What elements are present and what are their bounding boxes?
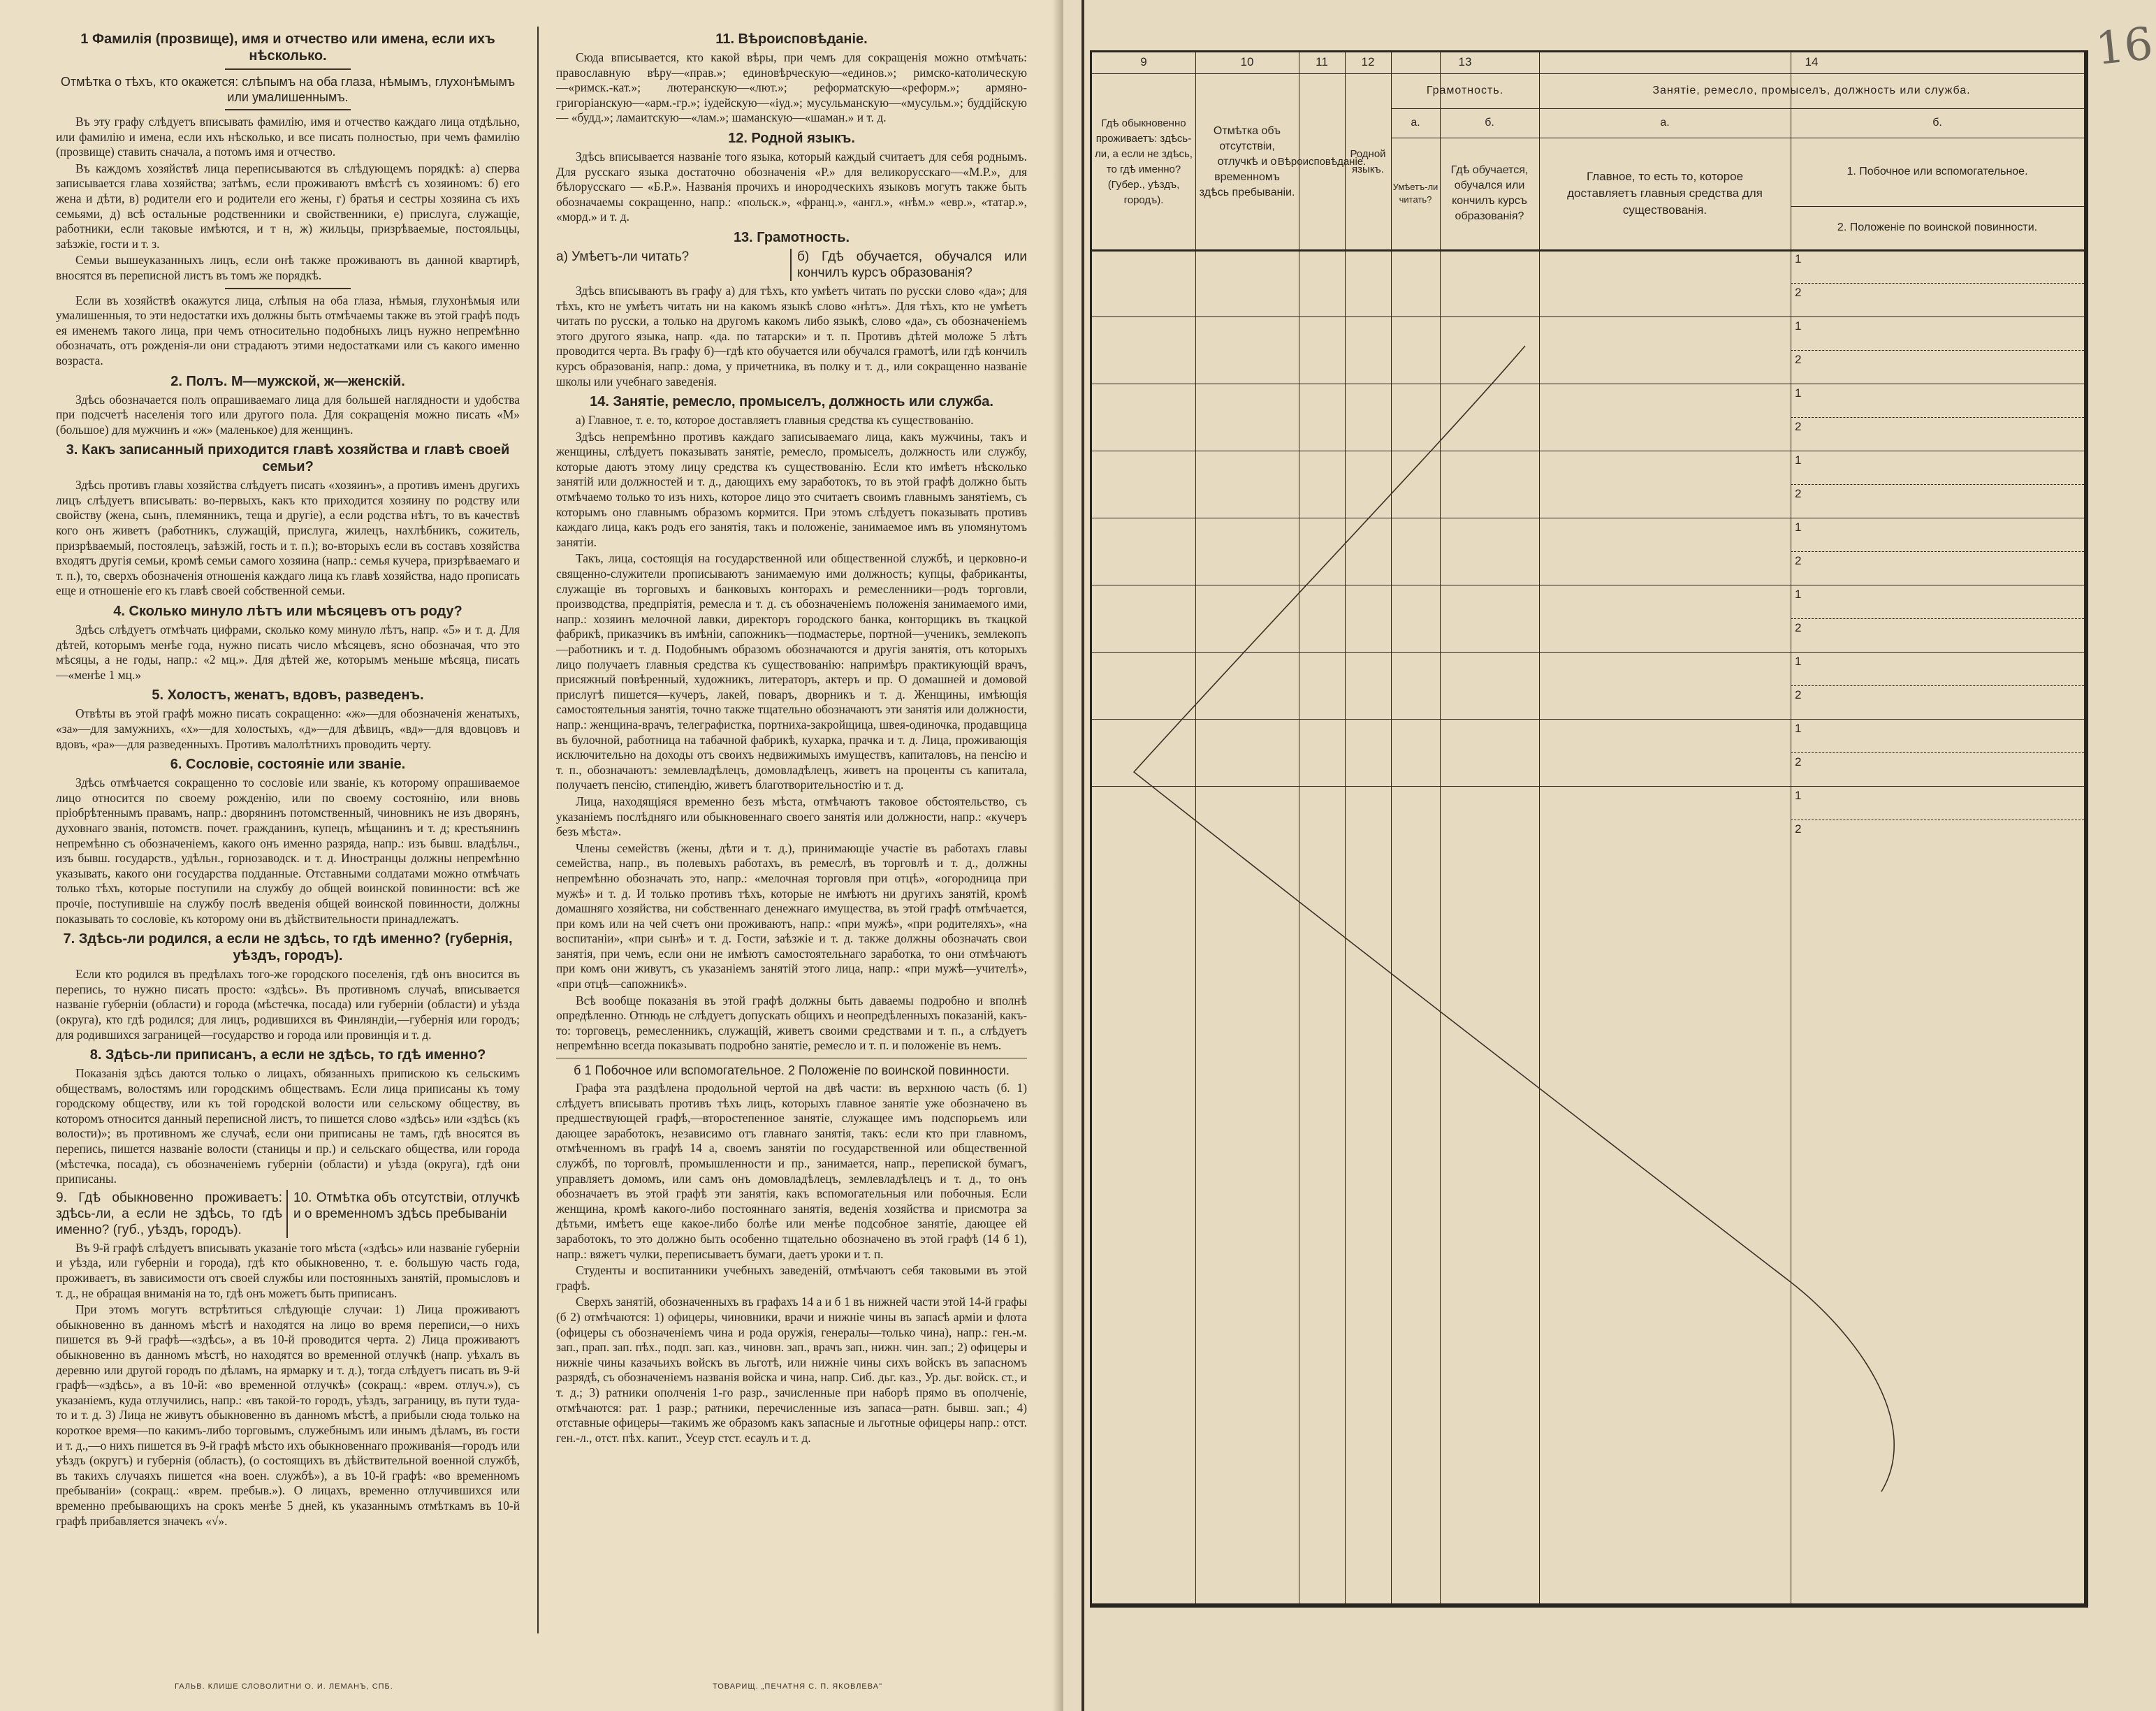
section-heading: 13. Грамотность. (733, 229, 850, 245)
row-subline-number: 2 (1795, 822, 1802, 836)
row-subline-number: 1 (1795, 722, 1802, 735)
paragraph: Члены семействъ (жены, дѣти и т. д.), принимающіе участіе въ работахъ главы семейства, напр., въ полевыхъ работахъ, въ ремеслѣ, въ торговлѣ и т. д., должны непремѣнно обозначать это, напр.: «мелочная торговля при отцѣ», «огородница при мужѣ» и т. д. И только противъ тѣхъ, которые не имѣютъ ни другихъ занятій, кромѣ домашняго хозяйства, ни собственнаго денежнаго имущества, въ этой графѣ отмѣчается, при комъ или на чей счетъ они проживаютъ, напр.: «при мужѣ», «при родителяхъ», «на воспитаніи», «при сынѣ» и т. д. Гости, заѣзжіе и т. д. также должны обозначать свои занятія, при чемъ, если они не имѣютъ самостоятельнаго заработка, то они отмѣчаютъ при комъ они живутъ, съ указаніемъ занятій этого лица, напр.: «при мужѣ—учителѣ», «при отцѣ—сапожникѣ». (556, 840, 1027, 991)
paragraph: Здѣсь противъ главы хозяйства слѣдуетъ писать «хозяинъ», а противъ именъ другихъ лицъ слѣдуетъ вписывать: во-первыхъ, какъ кто приходится хозяину по родству или свойству (жена, сынъ, племянникъ, теща и другіе), а если родства нѣтъ, то въ качествѣ кого онъ живетъ (работникъ, служащій, прислуга, жилецъ, нахлѣбникъ, сожитель, призрѣваемый, постоялецъ, заѣзжій, гость и т. п.); во-вторыхъ если въ составъ хозяйства входятъ другія семьи, кромѣ семьи самого хозяина (напр.: семья кучера, призрѣваемаго и т. п.), то, сверхъ обозначенія отношенія каждаго лица къ главѣ хозяйства, надо прописать еще и отношеніе его къ главѣ своей собственной семьи. (56, 478, 520, 598)
header-col13a-label: а. (1411, 117, 1420, 129)
header-col14a: Главное, то есть то, которое доставляетъ главныя средства для существованія. (1567, 170, 1763, 217)
paragraph: Въ 9-й графѣ слѣдуетъ вписывать указаніе того мѣста («здѣсь» или названіе губерніи и уѣзда, или губерніи и города), гдѣ кто обыкновенно, т. е. большую часть года, проживаетъ, въ зависимости отъ своей службы или постоянныхъ занятій, промысловъ и т. д., не обращая вниманія на то, гдѣ онъ можетъ быть приписанъ. (56, 1240, 520, 1300)
row-subline-number: 1 (1795, 386, 1802, 400)
col-number-13: 13 (1458, 55, 1472, 68)
paragraph: Отвѣты въ этой графѣ можно писать сокращенно: «ж»—для обозначенія женатыхъ, «за»—для замужнихъ, «х»—для холостыхъ, «д»—для дѣвицъ, «вд»—для вдовцовъ и вдовъ, «ра»—для разведенныхъ. Противъ малолѣтнихъ проводить черту. (56, 706, 520, 751)
paragraph: Въ каждомъ хозяйствѣ лица переписываются въ слѣдующемъ порядкѣ: а) сперва записывается глава хозяйства; затѣмъ, если проживаютъ вмѣстѣ съ хозяиномъ: б) его жена и дѣти, в) родители его и родители его жены, г) братья и сестры хозяина съ ихъ семьями, д) всѣ остальные родственники и свойственники, е) прислуга, служащіе, работники, если таковые имѣются, и т н, ж) жильцы, призрѣваемые, постояльцы, заѣзжіе, гости и т. з. (56, 161, 520, 251)
header-col12: Родной языкъ. (1350, 148, 1386, 175)
section-heading: 5. Холостъ, женатъ, вдовъ, разведенъ. (152, 687, 424, 704)
section-heading: 11. Вѣроисповѣданіе. (715, 31, 868, 47)
split-heading-left: а) Умѣетъ-ли читать? (556, 249, 690, 264)
split-heading-right: б) Гдѣ обучается, обучался или кончилъ курсъ образованія? (790, 249, 1027, 281)
paragraph: Здѣсь слѣдуетъ отмѣчать цифрами, сколько кому минуло лѣтъ, напр. «5» и т. д. Для дѣтей, которымъ менѣе года, нужно писать число мѣсяцевъ, ясно обозначая, что это мѣсяцы, а не годы, напр.: «2 мц.». Для дѣтей же, которымъ меньше мѣсяца, писать—«менѣе 1 мц.» (56, 622, 520, 682)
header-col10: Отмѣтка объ отсутствіи, отлучкѣ и о временномъ здѣсь пребываніи. (1199, 125, 1295, 198)
binding-edge (1081, 0, 1084, 1711)
section-note: б 1 Побочное или вспомогательное. 2 Положеніе по воинской повинности. (574, 1063, 1010, 1078)
paragraph: Здѣсь отмѣчается сокращенно то сословіе или званіе, къ которому опрашиваемое лицо относится по своему рожденію, или по своему состоянію, или вновь пріобрѣтеннымъ правамъ, напр.: дворянинъ потомственный, чиновникъ не изъ дворянъ, духовнаго званія, потомств. почет. гражданинъ, купецъ, мѣщанинъ и т. д; крестьянинъ непремѣнно съ обозначеніемъ, какого онъ именно разряда, напр.: изъ бывш. владѣльч., изъ бывш. государств., удѣльн., горнозаводск. и т. д. Иностранцы должны непремѣнно указывать, какого они государства подданные. Отставными солдатами можно отмѣчать только тѣхъ, которые поступили на службу до общей воинской повинности: всѣ же прочіе, поступившіе на службу послѣ введенія общей воинской повинности, должны показывать то сословіе, къ которому они въ дѣйствительности принадлежатъ. (56, 776, 520, 926)
paragraph: Семьи вышеуказанныхъ лицъ, если онѣ также проживаютъ въ данной квартирѣ, вносятся въ переписной листъ въ томъ же порядкѣ. (56, 253, 520, 282)
printer-credit-left: ГАЛЬВ. КЛИШЕ СЛОВОЛИТНИ О. И. ЛЕМАНЪ, СПБ. (175, 1682, 393, 1691)
paragraph: Здѣсь обозначается полъ опрашиваемаго лица для большей наглядности и удобства при подсчетѣ населенія того или другого пола. Для сокращенія можно писать «М» (большое) для мужчинъ и «ж» (маленькое) для женщинъ. (56, 392, 520, 437)
col-number-12: 12 (1361, 55, 1375, 68)
paragraph: Лица, находящіяся временно безъ мѣста, отмѣчаютъ таковое обстоятельство, съ указаніемъ послѣдняго или обыкновеннаго своего занятія или должности, напр.: «кучеръ безъ мѣста». (556, 794, 1027, 839)
instructions-page (0, 0, 1063, 1711)
row-subline-number: 2 (1795, 286, 1802, 299)
row-subline-number: 1 (1795, 453, 1802, 467)
paragraph: Въ эту графу слѣдуетъ вписывать фамилію, имя и отчество каждаго лица отдѣльно, или фамилію и имена, если ихъ нѣсколько, и все писать полностью, при чемъ фамилію (прозвище) ставить сначала, а потомъ имя и отчество. (56, 115, 520, 159)
col-number-11: 11 (1316, 55, 1328, 68)
paragraph: Сверхъ занятій, обозначенныхъ въ графахъ 14 а и б 1 въ нижней части этой 14-й графы (б 2) отмѣчаются: 1) офицеры, чиновники, врачи и нижніе чины въ запасѣ арміи и флота (офицеры съ обозначеніемъ чина и рода оружія, генералы—только чина), напр.: ген.-м. зап., прап. зап. пѣх., подп. зап. каз., чиновн. зап., врачъ зап., нижн. чин. зап.; 2) офицеры и нижніе чины казачьихъ войскъ въ льготѣ, или нижніе чины сихъ войскъ въ запасномъ разрядѣ, съ обозначеніемъ названія войска и чина, напр. Сиб. дьг. каз., Ур. дьг. войск. ст., и т. д.; 3) ратники ополченія 1-го разр., зачисленные при наборѣ прямо въ ополченіе, отмѣчаются: рат. 1 разр.; ратники, перечисленные изъ запаса—ратн. бывш. зап.; 4) отставные офицеры—такимъ же образомъ какъ запасные и льготные офицеры напр.: отст. ген.-л., отст. пѣх. капит., Усеур стст. есаулъ и т. д. (556, 1295, 1027, 1445)
section-rule (225, 109, 351, 110)
paragraph: а) Главное, т. е. то, которое доставляетъ главныя средства къ существованію. (576, 413, 974, 428)
header-col14b1: 1. Побочное или вспомогательное. (1847, 166, 2028, 177)
col-number-10: 10 (1240, 55, 1254, 68)
row-subline-number: 1 (1795, 588, 1802, 601)
section-heading: 14. Занятіе, ремесло, промыселъ, должность или служба. (590, 394, 993, 410)
section-heading: 4. Сколько минуло лѣтъ или мѣсяцевъ отъ роду? (113, 604, 462, 620)
header-col11: Вѣроисповѣданіе. (1277, 156, 1367, 168)
cancellation-stroke (1092, 52, 2084, 1603)
row-subline-number: 2 (1795, 755, 1802, 769)
instructions-column-2 (556, 27, 1027, 1654)
row-subline-number: 1 (1795, 520, 1802, 534)
row-subline-number: 2 (1795, 554, 1802, 567)
paragraph: Если въ хозяйствѣ окажутся лица, слѣпыя на оба глаза, нѣмыя, глухонѣмыя или умалишенныя, то эти недостатки ихъ должны быть отмѣчаемы также въ этой графѣ подъ ея именемъ такого лица, при чемъ относительно подобныхъ лицъ нужно непремѣнно обозначать, отъ рожденія-ли они страдаютъ этими недостатками или съ какого именно возраста. (56, 293, 520, 367)
section-rule (225, 288, 351, 289)
row-subline-number: 1 (1795, 252, 1802, 265)
paragraph: Здѣсь непремѣнно противъ каждаго записываемаго лица, какъ мужчины, такъ и женщины, слѣдуетъ показывать занятіе, ремесло, промыселъ, должность или службу, которые даютъ этому лицу средства къ существованію. Если кто имѣетъ нѣсколько занятій или должностей и т. д., дающихъ ему заработокъ, то въ этой графѣ должно быть отмѣчаемо только то изъ нихъ, которое лицо это считаетъ своимъ главнымъ занятіемъ, съ которымъ оно главнымъ образомъ кормится. При этомъ слѣдуетъ показывать противъ каждаго лица, какъ родъ его занятія, такъ и положеніе, занимаемое имъ въ упомянутомъ занятіи. (556, 429, 1027, 549)
header-col13b-label: б. (1485, 117, 1494, 129)
paragraph: Если кто родился въ предѣлахъ того-же городского поселенія, гдѣ онъ вносится въ перепись, то нужно писать просто: «здѣсь». Въ противномъ случаѣ, вписывается названіе губерніи (области) и города (мѣстечка, посада) или губерніи (области) и уѣзда (округа), кто гдѣ родился; для лицъ, родившихся въ Финляндіи,—губернія или городъ; для родившихся заграницей—государство и города или провинція и т. д. (56, 967, 520, 1042)
section-heading: 3. Какъ записанный приходится главѣ хозяйства и главѣ своей семьи? (66, 442, 510, 475)
row-subline-number: 2 (1795, 688, 1802, 701)
col-number-9: 9 (1140, 55, 1147, 68)
col-number-14: 14 (1805, 55, 1819, 68)
header-col13: Грамотность. (1426, 85, 1504, 96)
column-divider (537, 27, 539, 1633)
printer-credit-right: ТОВАРИЩ. „ПЕЧАТНЯ С. П. ЯКОВЛЕВА" (713, 1682, 882, 1691)
row-subline-number: 2 (1795, 353, 1802, 366)
section-heading: 1 Фамилія (прозвище), имя и отчество или имена, если ихъ нѣсколько. (80, 31, 495, 64)
row-subline-number: 2 (1795, 487, 1802, 500)
paragraph: При этомъ могутъ встрѣтиться слѣдующіе случаи: 1) Лица проживаютъ обыкновенно въ данномъ мѣстѣ и находятся на лицо во время переписи,—о нихъ пишется въ 9-й графѣ—«здѣсь», а въ 10-й проводится черта. 2) Лица проживаютъ обыкновенно въ данномъ мѣстѣ, но находятся во временной отлучкѣ (напр. уѣхалъ въ деревню или другой городъ по дѣламъ, на ярмарку и т. д.), тогда слѣдуетъ писать въ 9-й графѣ—«здѣсь», а въ 10-й: «во временной отлучкѣ» (сокращ.: «врем. отлуч.»), съ указаніемъ, куда отлучились, напр.: «въ такой-то городъ, уѣздъ, заграницу, въ пути туда-то и т. д. 3) Лица не живутъ обыкновенно въ данномъ мѣстѣ, а прибыли сюда только на короткое время—по какимъ-либо торговымъ, служебнымъ или инымъ дѣламъ, въ гости и т. д.,—о нихъ пишется въ 9-й графѣ мѣсто ихъ обыкновеннаго проживанія—городъ или уѣздъ (округъ) и губернія (область), (о состоящихъ въ дѣйствительной военной службѣ, въ такихъ случаяхъ пишется «на воен. службѣ»), а въ 10-й графѣ: «во временномъ пребываніи» (сокращ.: «врем. пребыв.»). О лицахъ, временно отлучившихся или временно пребывающихъ на срокъ менѣе 5 дней, къ указаннымъ отмѣткамъ въ 10-й графѣ прибавляется значекъ «√». (56, 1302, 520, 1528)
handwritten-page-number: 16 (2093, 17, 2156, 76)
paragraph: Здѣсь вписываютъ въ графу а) для тѣхъ, кто умѣетъ читать по русски слово «да»; для тѣхъ, кто не умѣетъ читать ни на какомъ языкѣ слово «нѣтъ». Для тѣхъ, кто не умѣетъ читать по русски, а только на другомъ какомъ либо языкѣ, слово «да», съ обозначеніемъ этого другого языка, напр. «да. по татарски» и т. п. Противъ дѣтей моложе 5 лѣтъ проводится черта. Въ графу б)—гдѣ кто обучается или обучался грамотѣ, или гдѣ кончилъ курсъ образованія, напр.: дома, у причетника, въ полку и т. д., или сокращенно названіе школы или учебнаго заведенія. (556, 283, 1027, 388)
section-note: Отмѣтка о тѣхъ, кто окажется: слѣпымъ на оба глаза, нѣмымъ, глухонѣмымъ или умалишеннымъ. (60, 75, 516, 104)
paragraph: Графа эта раздѣлена продольной чертой на двѣ части: въ верхнюю часть (б. 1) слѣдуетъ вписывать противъ тѣхъ лицъ, которыхъ главное занятіе уже обозначено въ предшествующей графѣ,—второстепенное занятіе, служащее имъ подспорьемъ или дающее заработокъ, независимо отъ главнаго занятія, такъ: если кто при главномъ, отмѣченномъ въ графѣ 14 а, своемъ занятіи по государственной или общественной службѣ, по торговлѣ, промышленности и пр., занимается, напр., перепиской бумагъ, управляетъ домомъ, или самъ онъ домовладѣлецъ, землевладѣлецъ и т. д., то онъ обозначаетъ въ этой графѣ эти занятія, какъ вспомогательныя или побочныя. Если женщина, кромѣ какого-либо постояннаго занятія, веденія хозяйства и присмотра за дѣтьми, имѣетъ еще какое-либо болѣе или менѣе подсобное занятіе, дающее ей заработокъ, то это должно быть особенно тщательно обозначено въ этой графѣ (14 б 1), напр.: вяжетъ чулки, переписываетъ бумаги, даетъ уроки и т. п. (556, 1081, 1027, 1261)
section-heading: 2. Полъ. М—мужской, ж—женскій. (170, 373, 405, 389)
header-col14b2: 2. Положеніе по воинской повинности. (1837, 221, 2038, 233)
instructions-column-1 (56, 27, 520, 1654)
paragraph: Сюда вписывается, кто какой вѣры, при чемъ для сокращенія можно отмѣчать: православную вѣру—«прав.»; единовѣрческую—«единов.»; римско-католическую—«римск.-кат.»; лютеранскую—«лют.»; реформатскую—«реформ.»; армяно-григоріанскую—«арм.-гр.»; іудейскую—«іуд.»; мусульманскую—«мусульм.»; буддійскую — «будд.»; ламаитскую—«лам.»; шаманскую—«шаман.» и т. д. (556, 50, 1027, 125)
header-col13a: Умѣетъ-ли читать? (1392, 182, 1438, 205)
section-heading: 8. Здѣсь-ли приписанъ, а если не здѣсь, то гдѣ именно? (89, 1047, 486, 1063)
paragraph: Показанія здѣсь даются только о лицахъ, обязанныхъ припискою къ сельскимъ обществамъ, волостямъ или городскимъ обществамъ. Если лица приписаны къ тому городскому обществу, или къ той городской волости или сельскому обществу, въ которомъ относится данный переписной листъ, то пишется слово «здѣсь» или «здѣсь (къ волости)»; въ противномъ же случаѣ, если они приписаны не тамъ, гдѣ вносятся въ перепись, пишется названіе волости (станицы и пр.) и сельскаго общества, или города (мѣстечка, посада), съ обозначеніемъ губерніи (области) и уѣзда (округа), гдѣ они приписаны. (56, 1066, 520, 1186)
row-subline-number: 1 (1795, 655, 1802, 668)
section-heading: 6. Сословіе, состояніе или званіе. (170, 757, 406, 773)
census-table (1090, 50, 2088, 1608)
paragraph: Студенты и воспитанники учебныхъ заведеній, отмѣчаютъ себя таковыми въ этой графѣ. (556, 1263, 1027, 1293)
paragraph: Всѣ вообще показанія въ этой графѣ должны быть даваемы подробно и вполнѣ опредѣленно. Отнюдь не слѣдуетъ допускать общихъ и неопредѣленныхъ показаній, какъ-то: торговецъ, ремесленникъ, служащій, живетъ своими средствами и т. п., а слѣдуетъ непремѣнно всегда показывать подробно занятіе, ремесло и т. п. и положеніе въ немъ. (556, 993, 1027, 1053)
section-rule (225, 68, 351, 70)
header-col14a-label: а. (1660, 117, 1670, 129)
section-heading: 12. Родной языкъ. (728, 130, 855, 146)
split-heading (556, 249, 1027, 281)
header-col13b: Гдѣ обучается, обучался или кончилъ курсъ образованія? (1450, 164, 1529, 222)
header-col9: Гдѣ обыкновенно проживаетъ: здѣсь-ли, а если не здѣсь, то гдѣ именно? (Губер., уѣздъ, городъ). (1095, 117, 1193, 206)
row-subline-number: 1 (1795, 319, 1802, 333)
row-subline-number: 1 (1795, 789, 1802, 802)
split-heading (56, 1190, 520, 1238)
row-subline-number: 2 (1795, 420, 1802, 433)
split-heading-right: 10. Отмѣтка объ отсутствіи, отлучкѣ и о временномъ здѣсь пребываніи (286, 1190, 520, 1238)
cancel-line (1134, 346, 1894, 1492)
row-subline-number: 2 (1795, 621, 1802, 634)
section-heading: 7. Здѣсь-ли родился, а если не здѣсь, то гдѣ именно? (губернія, уѣздъ, городъ). (63, 931, 513, 964)
header-col14: Занятіе, ремесло, промыселъ, должность или служба. (1652, 85, 1971, 96)
header-col14b-label: б. (1932, 117, 1942, 129)
paragraph: Такъ, лица, состоящія на государственной или общественной службѣ, и церковно-и священно-служители прописываютъ занимаемую ими должность; купцы, фабриканты, служащіе въ торговыхъ и банковыхъ конторахъ и ремесленники—родъ торговли, производства, предпріятія, ремесла и т. д. съ обозначеніемъ положенія занимаемого ими, напр.: хозяинъ мелочной лавки, директоръ городского банка, конторщикъ въ ткацкой фабрикѣ, приказчикъ въ имѣніи, сапожникъ—подмастерье, портной—ученикъ, землекопъ—работникъ и т. д. Подобнымъ образомъ обозначаются и другія занятія, отъ которыхъ лицо получаетъ главныя средства къ существованію: напримѣръ практикующій врачъ, присяжный повѣренный, художникъ, литераторъ, актеръ и пр. О домашней и домовой прислугѣ пишется—кучеръ, лакей, поваръ, дворникъ и т. д. Женщины, имѣющія самостоятельныя занятія, точно также тщательно обозначаютъ эти занятія или должности, напр.: женщина-врачъ, телеграфистка, портниха-закройщица, швея-одиночка, продавщица въ булочной, работница на табачной фабрикѣ, кухарка, прачка и т. д. Лица, проживающія исключительно на доходы отъ своихъ недвижимыхъ имуществъ, капиталовъ, на пенсію и т. п., обозначаютъ: землевладѣлецъ, домовладѣлецъ, живетъ на проценты съ капитала, получаетъ пенсію, стипендію, живетъ благотворительностію и т. д. (556, 551, 1027, 792)
split-heading-left: 9. Гдѣ обыкновенно проживаетъ: здѣсь-ли, а если не здѣсь, то гдѣ именно? (губ., уѣздъ, городъ). (56, 1190, 282, 1237)
paragraph: Здѣсь вписывается названіе того языка, который каждый считаетъ для себя роднымъ. Для русскаго языка достаточно обозначенія «Р.» для великорусскаго—«М.Р.», для бѣлорусскаго — «Б.Р.». Названія прочихъ и инородческихъ языковъ могутъ также быть обозначаемы сокращенно, напр.: «польск.», «франц.», «англ.», «нѣм.» «евр.», «татар.», «морд.» и т. д. (556, 149, 1027, 224)
